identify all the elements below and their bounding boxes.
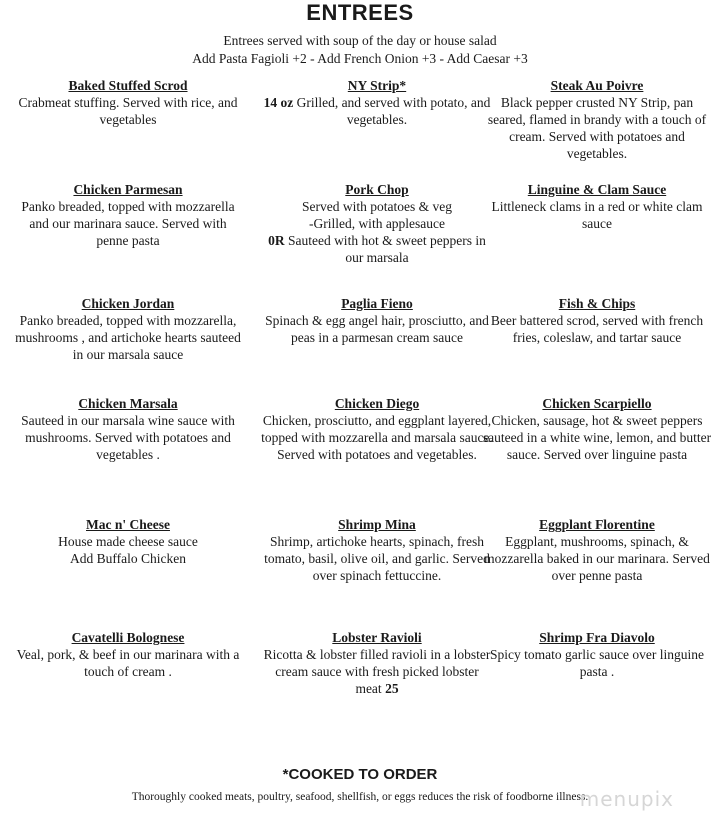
item-description: Add Buffalo Chicken — [70, 551, 186, 566]
item-name: Paglia Fieno — [341, 296, 413, 311]
menu-item — [12, 295, 244, 363]
menu-item — [481, 629, 713, 680]
menu-item — [261, 395, 493, 463]
page-title: ENTREES — [306, 0, 414, 25]
item-name: Mac n' Cheese — [86, 517, 170, 532]
menu-item — [12, 77, 244, 128]
item-name: Baked Stuffed Scrod — [68, 78, 188, 93]
item-name: Lobster Ravioli — [332, 630, 422, 645]
item-name: Pork Chop — [345, 182, 409, 197]
item-name: Shrimp Fra Diavolo — [539, 630, 655, 645]
menu-item — [481, 181, 713, 232]
item-description: Crabmeat stuffing. Served with rice, and vegetables — [18, 95, 238, 127]
menu-item — [481, 516, 713, 584]
menu-item — [12, 395, 244, 463]
item-description: -Grilled, with applesauce — [308, 216, 446, 231]
item-name: Steak Au Poivre — [550, 78, 644, 93]
item-description: Chicken, sausage, hot & sweet peppers sauteed in a white wine, lemon, and butter sauce. Served over linguine pasta — [482, 413, 712, 462]
menu-item — [481, 77, 713, 162]
item-description: Littleneck clams in a red or white clam sauce — [491, 199, 703, 231]
subtitle-sides: Entrees served with soup of the day or house salad — [223, 33, 497, 48]
item-description: Served with potatoes & veg — [302, 199, 452, 214]
menu-item — [261, 295, 493, 346]
item-name: Shrimp Mina — [338, 517, 416, 532]
item-name: Chicken Diego — [334, 396, 420, 411]
cooked-to-order-heading: *COOKED TO ORDER — [282, 766, 438, 783]
menu-item — [12, 181, 244, 249]
item-description: House made cheese sauce — [58, 534, 198, 549]
item-name: NY Strip* — [347, 78, 407, 93]
item-description: Ricotta & lobster filled ravioli in a lobster cream sauce with fresh picked lobster meat 25 — [263, 647, 491, 696]
item-price: 25 — [385, 681, 399, 696]
item-name: Chicken Marsala — [78, 396, 178, 411]
item-name: Fish & Chips — [558, 296, 636, 311]
item-description: Eggplant, mushrooms, spinach, & mozzarella baked in our marinara. Served over penne pasta — [484, 534, 710, 583]
item-name: Chicken Parmesan — [73, 182, 183, 197]
item-description: Black pepper crusted NY Strip, pan seared, flamed in brandy with a touch of cream. Served with potatoes and vegetables. — [487, 95, 707, 161]
item-description: Beer battered scrod, served with french fries, coleslaw, and tartar sauce — [490, 313, 704, 345]
menu-item — [261, 77, 493, 128]
food-safety-note: Thoroughly cooked meats, poultry, seafood, shellfish, or eggs reduces the risk of foodborne illness. — [131, 791, 589, 803]
menu-item — [12, 629, 244, 680]
subtitle-addons: Add Pasta Fagioli +2 - Add French Onion +3 - Add Caesar +3 — [192, 51, 528, 66]
item-description: Chicken, prosciutto, and eggplant layered, topped with mozzarella and marsala sauce. Served with potatoes and vegetables. — [261, 413, 493, 462]
item-name: Chicken Jordan — [81, 296, 175, 311]
item-description: Panko breaded, topped with mozzarella and our marinara sauce. Served with penne pasta — [21, 199, 235, 248]
item-description: 14 oz Grilled, and served with potato, and vegetables. — [263, 95, 491, 127]
menu-item — [261, 516, 493, 584]
menu-item — [481, 295, 713, 346]
item-name: Eggplant Florentine — [539, 517, 655, 532]
item-description: Veal, pork, & beef in our marinara with a touch of cream . — [16, 647, 240, 679]
item-description: Sauteed in our marsala wine sauce with mushrooms. Served with potatoes and vegetables . — [21, 413, 235, 462]
item-size: 14 oz — [263, 95, 294, 110]
item-name: Chicken Scarpiello — [542, 396, 652, 411]
item-name: Cavatelli Bolognese — [71, 630, 185, 645]
item-description: Shrimp, artichoke hearts, spinach, fresh tomato, basil, olive oil, and garlic. Served over spinach fettuccine. — [264, 534, 490, 583]
item-name: Linguine & Clam Sauce — [527, 182, 667, 197]
menu-item — [261, 629, 493, 697]
menu-item — [481, 395, 713, 463]
item-description: 0R Sauteed with hot & sweet peppers in our marsala — [268, 233, 486, 265]
menu-item — [12, 516, 244, 567]
item-description: Spinach & egg angel hair, prosciutto, and peas in a parmesan cream sauce — [265, 313, 489, 345]
item-description: Panko breaded, topped with mozzarella, mushrooms , and artichoke hearts sauteed in our marsala sauce — [15, 313, 241, 362]
menu-item — [261, 181, 493, 266]
watermark-logo: menupix — [579, 787, 674, 811]
item-or: 0R — [268, 233, 285, 248]
item-description: Spicy tomato garlic sauce over linguine pasta . — [489, 647, 705, 679]
